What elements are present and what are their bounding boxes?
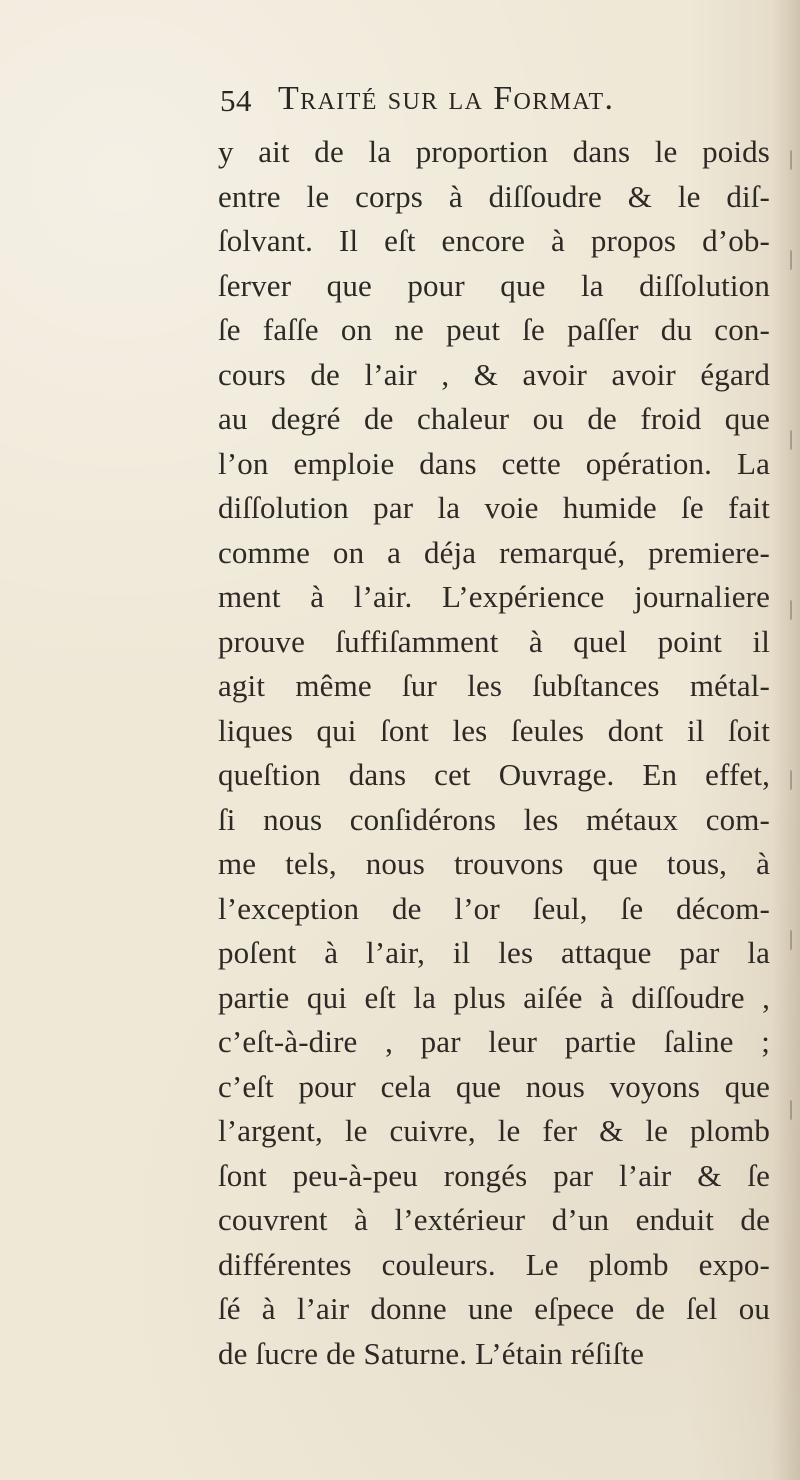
- page-number: 54: [220, 83, 252, 118]
- text-line: différentes couleurs. Le plomb expo-: [218, 1246, 770, 1282]
- text-line: agit même ſur les ſubſtances métal-: [218, 668, 770, 703]
- text-line: diſſolution par la voie humide ſe fait: [218, 490, 770, 525]
- text-line: liques qui ſont les ſeules dont il ſoit: [218, 712, 770, 748]
- text-line: y ait de la proportion dans le poids: [218, 134, 770, 169]
- text-line: ſe faſſe on ne peut ſe paſſer du con-: [218, 312, 770, 347]
- paper-edge-mark: [784, 250, 792, 270]
- text-line: partie qui eſt la plus aiſée à diſſoudre ,: [218, 979, 770, 1015]
- text-line: c’eſt-à-dire , par leur partie ſaline ;: [218, 1024, 770, 1059]
- text-line: l’on emploie dans cette opération. La: [218, 445, 770, 481]
- text-line: queſtion dans cet Ouvrage. En effet,: [218, 757, 770, 792]
- page-header: [220, 80, 740, 122]
- text-line: ſi nous conſidérons les métaux com-: [218, 801, 770, 837]
- text-line: ſé à l’air donne une eſpece de ſel ou: [218, 1291, 770, 1326]
- text-line: cours de l’air , & avoir avoir égard: [218, 356, 770, 392]
- text-line: ſolvant. Il eſt encore à propos d’ob-: [218, 223, 770, 258]
- text-line: de ſucre de Saturne. L’étain réſiſte: [218, 1335, 645, 1371]
- text-line: entre le corps à diſſoudre & le diſ-: [218, 178, 770, 214]
- paper-edge-mark: [784, 430, 792, 450]
- paper-edge-mark: [784, 930, 792, 950]
- paper-edge-mark: [784, 150, 792, 170]
- text-line: au degré de chaleur ou de froid que: [218, 401, 770, 436]
- text-line: poſent à l’air, il les attaque par la: [218, 935, 770, 970]
- text-line: l’exception de l’or ſeul, ſe décom-: [218, 890, 770, 926]
- page-edge-shadow: [772, 0, 800, 1480]
- text-line: couvrent à l’extérieur d’un enduit de: [218, 1202, 770, 1237]
- text-line: l’argent, le cuivre, le fer & le plomb: [218, 1113, 770, 1148]
- paper-edge-mark: [784, 1100, 792, 1120]
- text-line: ſont peu-à-peu rongés par l’air & ſe: [218, 1157, 770, 1193]
- text-line: prouve ſuffiſamment à quel point il: [218, 623, 770, 659]
- running-title: Traité sur la Format.: [278, 80, 615, 117]
- text-line: me tels, nous trouvons que tous, à: [218, 846, 770, 881]
- page-text: [218, 130, 770, 1450]
- text-line: c’eſt pour cela que nous voyons que: [218, 1068, 770, 1104]
- text-line: comme on a déja remarqué, premiere-: [218, 534, 770, 570]
- paper-edge-mark: [784, 770, 792, 790]
- paper-edge-mark: [784, 600, 792, 620]
- text-line: ment à l’air. L’expérience journaliere: [218, 579, 770, 614]
- text-line: ſerver que pour que la diſſolution: [218, 267, 770, 303]
